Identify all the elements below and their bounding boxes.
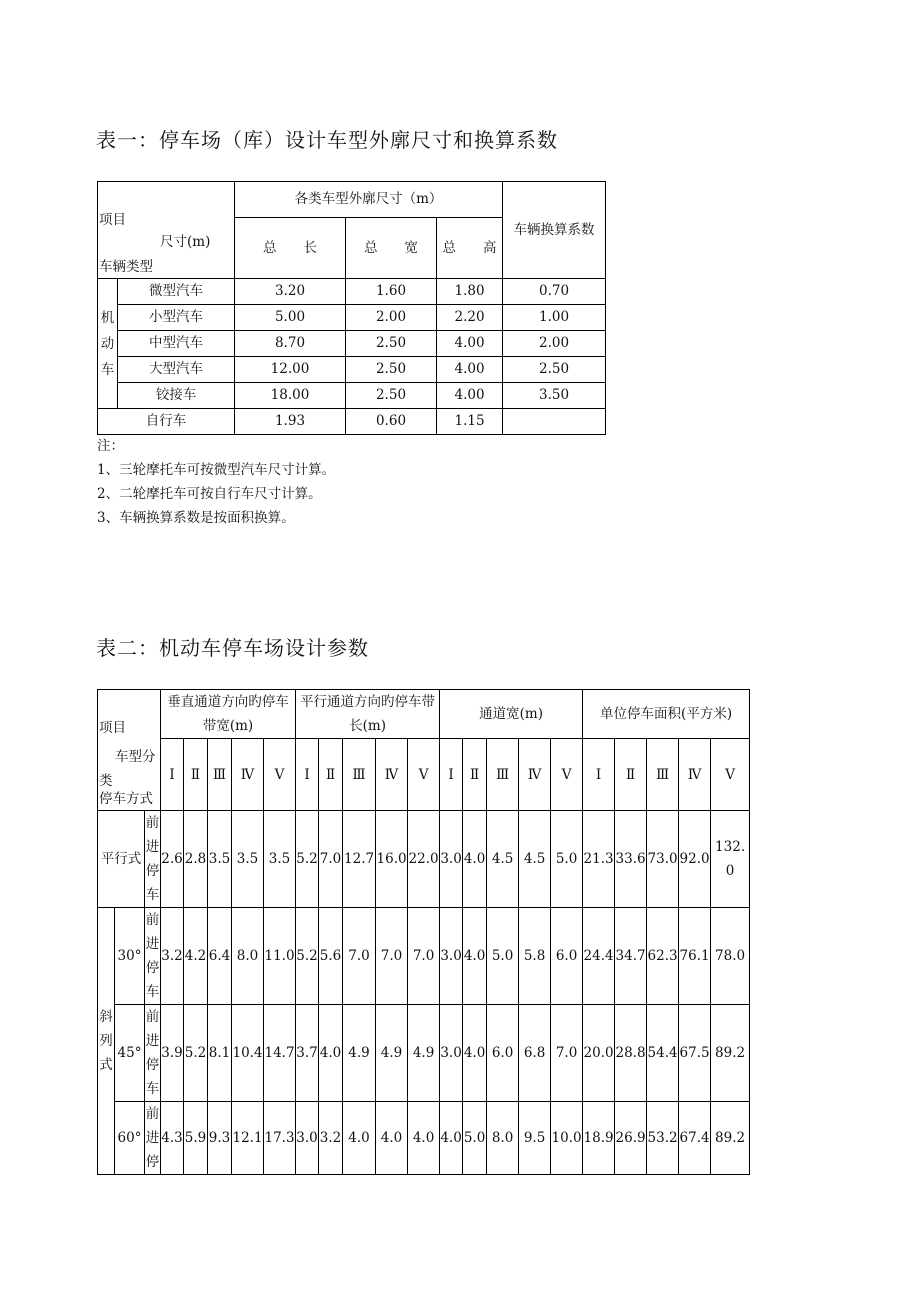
category-label: 车型分类	[99, 749, 156, 789]
forward-parking-label: 前进停车	[145, 908, 161, 1005]
value-cell	[376, 811, 408, 908]
height-value: 1.15	[437, 409, 503, 435]
class-header: Ⅰ	[440, 739, 463, 811]
value-cell	[232, 908, 264, 1005]
oblique-label: 斜列式	[98, 908, 115, 1175]
value-cell	[376, 1102, 408, 1175]
value-text: 4.0	[319, 1045, 342, 1061]
value-cell	[343, 811, 376, 908]
value-cell	[519, 1005, 551, 1102]
coef-value: 2.50	[503, 357, 606, 383]
value-text: 4.9	[348, 1045, 370, 1061]
value-cell	[711, 1005, 750, 1102]
value-cell	[208, 1005, 232, 1102]
value-text: 4.0	[463, 948, 486, 964]
value-cell	[319, 1102, 343, 1175]
value-text: 8.0	[236, 948, 259, 964]
width-value: 2.50	[346, 357, 437, 383]
value-text: 4.0	[440, 1130, 462, 1146]
value-text: 4.9	[412, 1045, 435, 1061]
class-header: Ⅲ	[343, 739, 376, 811]
value-cell	[711, 811, 750, 908]
class-header: Ⅴ	[551, 739, 583, 811]
coef-value: 0.70	[503, 279, 606, 305]
value-text: 2.6	[161, 851, 183, 867]
value-cell	[296, 1102, 319, 1175]
value-cell	[232, 1005, 264, 1102]
note-line: 2、二轮摩托车可按自行车尺寸计算。	[97, 486, 322, 502]
height-value: 4.00	[437, 357, 503, 383]
value-text: 89.2	[715, 1045, 746, 1061]
table-row	[98, 305, 606, 331]
value-cell	[487, 908, 519, 1005]
value-cell	[440, 908, 463, 1005]
value-text: 89.2	[715, 1130, 746, 1146]
length-value: 5.00	[235, 305, 346, 331]
value-cell	[208, 908, 232, 1005]
value-text: 5.2	[184, 1045, 207, 1061]
value-cell	[615, 1102, 647, 1175]
value-text: 78.0	[715, 948, 746, 964]
value-text: 7.0	[348, 948, 370, 964]
value-text: 67.4	[679, 1130, 710, 1146]
value-text: 10.4	[232, 1045, 263, 1061]
value-cell	[376, 908, 408, 1005]
height-value: 2.20	[437, 305, 503, 331]
value-text: 6.0	[491, 1045, 514, 1061]
value-text: 62.3	[647, 948, 678, 964]
value-cell	[583, 1005, 615, 1102]
value-text: 3.9	[161, 1045, 183, 1061]
value-cell	[161, 908, 184, 1005]
vehicle-name: 铰接车	[118, 383, 235, 409]
band-width-header: 垂直通道方向旳停车带宽(m)	[161, 690, 296, 739]
parking-design-table	[97, 689, 750, 1175]
value-text: 4.0	[463, 1045, 486, 1061]
band-length-header: 平行通道方向旳停车带长(m)	[296, 690, 440, 739]
value-cell	[463, 1102, 487, 1175]
class-header: Ⅳ	[519, 739, 551, 811]
length-value: 1.93	[235, 409, 346, 435]
motor-group-label: 机动车	[98, 279, 118, 409]
value-text: 3.0	[440, 851, 462, 867]
table-row	[98, 383, 606, 409]
class-header: Ⅲ	[487, 739, 519, 811]
value-text: 7.0	[380, 948, 403, 964]
vehicle-type-label: 车辆类型	[99, 259, 153, 275]
class-header: Ⅰ	[583, 739, 615, 811]
value-text: 5.2	[296, 948, 318, 964]
class-header: Ⅴ	[264, 739, 296, 811]
value-cell	[264, 811, 296, 908]
value-cell	[319, 1005, 343, 1102]
value-cell	[615, 811, 647, 908]
value-text: 33.6	[615, 851, 646, 867]
value-text: 28.8	[615, 1045, 646, 1061]
value-cell	[184, 1102, 208, 1175]
value-text: 3.2	[161, 948, 183, 964]
value-text: 4.0	[348, 1130, 370, 1146]
width-header: 总 宽	[346, 218, 437, 279]
value-cell	[208, 1102, 232, 1175]
width-value: 1.60	[346, 279, 437, 305]
value-text: 4.3	[161, 1130, 183, 1146]
value-cell	[647, 1005, 679, 1102]
length-value: 18.00	[235, 383, 346, 409]
length-value: 12.00	[235, 357, 346, 383]
coef-header: 车辆换算系数	[503, 182, 606, 279]
value-cell	[463, 1005, 487, 1102]
table1-title: 表一：停车场（库）设计车型外廓尺寸和换算系数	[96, 128, 558, 152]
value-cell	[184, 811, 208, 908]
value-text: 7.0	[412, 948, 435, 964]
length-value: 8.70	[235, 331, 346, 357]
note-line: 1、三轮摩托车可按微型汽车尺寸计算。	[97, 462, 336, 478]
value-text: 18.9	[583, 1130, 614, 1146]
item-label: 项目	[99, 212, 126, 228]
value-text: 4.5	[491, 851, 514, 867]
value-cell	[463, 908, 487, 1005]
value-text: 4.9	[380, 1045, 403, 1061]
value-cell	[264, 908, 296, 1005]
value-text: 16.0	[376, 851, 407, 867]
value-cell	[264, 1005, 296, 1102]
value-cell	[161, 1102, 184, 1175]
value-cell	[583, 1102, 615, 1175]
table1-corner-header	[98, 182, 235, 279]
value-cell	[232, 1102, 264, 1175]
coef-value: 3.50	[503, 383, 606, 409]
forward-parking-label: 前进停车	[145, 1005, 161, 1102]
value-text: 14.7	[264, 1045, 295, 1061]
value-cell	[679, 1102, 711, 1175]
value-cell	[440, 1102, 463, 1175]
value-cell	[647, 908, 679, 1005]
value-text: 2.8	[184, 851, 207, 867]
forward-parking-label: 前进停车	[145, 811, 161, 908]
table-row	[98, 908, 750, 1005]
class-header: Ⅴ	[408, 739, 440, 811]
size-unit-label: 尺寸(m)	[160, 234, 211, 250]
table-row	[98, 409, 606, 435]
value-text: 5.0	[491, 948, 514, 964]
value-text: 5.0	[555, 851, 578, 867]
value-cell	[583, 908, 615, 1005]
angle-60: 60°	[115, 1102, 145, 1175]
value-text: 3.5	[268, 851, 291, 867]
table-row	[98, 331, 606, 357]
value-text: 8.1	[208, 1045, 231, 1061]
height-value: 4.00	[437, 331, 503, 357]
value-cell	[615, 1005, 647, 1102]
value-text: 20.0	[583, 1045, 614, 1061]
value-text: 73.0	[647, 851, 678, 867]
value-text: 54.4	[647, 1045, 678, 1061]
value-text: 4.2	[184, 948, 207, 964]
value-text: 6.0	[555, 948, 578, 964]
value-cell	[184, 1005, 208, 1102]
aisle-width-header: 通道宽(m)	[440, 690, 583, 739]
value-cell	[487, 811, 519, 908]
value-text: 24.4	[583, 948, 614, 964]
value-cell	[343, 1005, 376, 1102]
value-text: 12.1	[232, 1130, 263, 1146]
value-cell	[319, 811, 343, 908]
value-text: 5.9	[184, 1130, 207, 1146]
value-text: 8.0	[491, 1130, 514, 1146]
value-cell	[440, 1005, 463, 1102]
value-text: 26.9	[615, 1130, 646, 1146]
table-row	[98, 357, 606, 383]
value-cell	[296, 811, 319, 908]
value-text: 7.0	[319, 851, 342, 867]
class-header: Ⅱ	[184, 739, 208, 811]
value-cell	[519, 908, 551, 1005]
value-text: 132.0	[715, 839, 746, 879]
vehicle-name: 大型汽车	[118, 357, 235, 383]
width-value: 2.50	[346, 331, 437, 357]
item-label: 项目	[99, 720, 126, 736]
value-cell	[551, 1102, 583, 1175]
value-cell	[208, 811, 232, 908]
length-value: 3.20	[235, 279, 346, 305]
class-header: Ⅱ	[463, 739, 487, 811]
value-text: 3.7	[296, 1045, 318, 1061]
value-cell	[161, 811, 184, 908]
table-row	[98, 1102, 750, 1175]
class-header: Ⅱ	[615, 739, 647, 811]
vehicle-name: 小型汽车	[118, 305, 235, 331]
value-text: 12.7	[344, 851, 375, 867]
table2-corner-header	[98, 690, 161, 811]
value-cell	[184, 908, 208, 1005]
value-cell	[408, 811, 440, 908]
value-cell	[647, 811, 679, 908]
value-cell	[647, 1102, 679, 1175]
value-text: 4.5	[523, 851, 546, 867]
value-text: 4.0	[380, 1130, 403, 1146]
value-cell	[440, 811, 463, 908]
class-header: Ⅳ	[376, 739, 408, 811]
value-text: 3.0	[296, 1130, 318, 1146]
value-cell	[463, 811, 487, 908]
vehicle-name: 中型汽车	[118, 331, 235, 357]
vehicle-size-table	[97, 181, 606, 435]
value-cell	[551, 811, 583, 908]
value-cell	[264, 1102, 296, 1175]
value-text: 4.0	[412, 1130, 435, 1146]
table-row	[98, 811, 750, 908]
value-cell	[711, 908, 750, 1005]
value-text: 5.2	[296, 851, 318, 867]
coef-value	[503, 409, 606, 435]
value-cell	[551, 1005, 583, 1102]
value-text: 3.5	[208, 851, 231, 867]
value-text: 11.0	[264, 948, 295, 964]
value-text: 5.6	[319, 948, 342, 964]
unit-area-header: 单位停车面积(平方米)	[583, 690, 750, 739]
note-line: 注：	[97, 438, 124, 454]
coef-value: 2.00	[503, 331, 606, 357]
value-cell	[583, 811, 615, 908]
class-header: Ⅱ	[319, 739, 343, 811]
vehicle-name: 自行车	[98, 409, 235, 435]
value-cell	[408, 1005, 440, 1102]
class-header: Ⅳ	[679, 739, 711, 811]
value-text: 9.5	[523, 1130, 546, 1146]
value-cell	[161, 1005, 184, 1102]
value-cell	[487, 1102, 519, 1175]
width-value: 2.00	[346, 305, 437, 331]
value-text: 22.0	[408, 851, 439, 867]
table-row	[98, 1005, 750, 1102]
angle-45: 45°	[115, 1005, 145, 1102]
width-value: 0.60	[346, 409, 437, 435]
class-header: Ⅳ	[232, 739, 264, 811]
value-text: 6.4	[208, 948, 231, 964]
value-text: 6.8	[523, 1045, 546, 1061]
table1-notes	[97, 434, 335, 530]
value-text: 76.1	[679, 948, 710, 964]
value-cell	[711, 1102, 750, 1175]
value-cell	[551, 908, 583, 1005]
class-header: Ⅲ	[647, 739, 679, 811]
mode-label: 停车方式	[99, 791, 153, 807]
parallel-label: 平行式	[98, 811, 145, 908]
value-text: 7.0	[555, 1045, 578, 1061]
value-text: 9.3	[208, 1130, 231, 1146]
value-cell	[519, 1102, 551, 1175]
note-line: 3、车辆换算系数是按面积换算。	[97, 510, 295, 526]
value-cell	[679, 1005, 711, 1102]
coef-value: 1.00	[503, 305, 606, 331]
value-cell	[319, 908, 343, 1005]
value-text: 5.0	[463, 1130, 486, 1146]
class-header: Ⅰ	[296, 739, 319, 811]
value-text: 67.5	[679, 1045, 710, 1061]
value-cell	[679, 811, 711, 908]
value-text: 17.3	[264, 1130, 295, 1146]
height-header: 总 高	[437, 218, 503, 279]
value-text: 3.0	[440, 1045, 462, 1061]
height-value: 4.00	[437, 383, 503, 409]
value-text: 3.2	[319, 1130, 342, 1146]
forward-parking-label: 前进停	[145, 1102, 161, 1175]
class-header: Ⅰ	[161, 739, 184, 811]
value-text: 3.5	[236, 851, 259, 867]
value-text: 3.0	[440, 948, 462, 964]
value-cell	[519, 811, 551, 908]
value-cell	[408, 1102, 440, 1175]
class-header: Ⅴ	[711, 739, 750, 811]
value-text: 34.7	[615, 948, 646, 964]
value-cell	[343, 908, 376, 1005]
size-group-header: 各类车型外廓尺寸（m）	[235, 182, 503, 218]
value-cell	[343, 1102, 376, 1175]
value-cell	[679, 908, 711, 1005]
value-cell	[615, 908, 647, 1005]
value-cell	[296, 908, 319, 1005]
value-text: 4.0	[463, 851, 486, 867]
value-text: 92.0	[679, 851, 710, 867]
value-cell	[376, 1005, 408, 1102]
vehicle-name: 微型汽车	[118, 279, 235, 305]
table-row	[98, 279, 606, 305]
value-cell	[296, 1005, 319, 1102]
value-text: 21.3	[583, 851, 614, 867]
value-cell	[408, 908, 440, 1005]
width-value: 2.50	[346, 383, 437, 409]
table2-title: 表二：机动车停车场设计参数	[96, 636, 369, 660]
angle-30: 30°	[115, 908, 145, 1005]
value-cell	[487, 1005, 519, 1102]
class-header: Ⅲ	[208, 739, 232, 811]
value-text: 10.0	[551, 1130, 582, 1146]
length-header: 总 长	[235, 218, 346, 279]
value-text: 5.8	[523, 948, 546, 964]
height-value: 1.80	[437, 279, 503, 305]
value-cell	[232, 811, 264, 908]
value-text: 53.2	[647, 1130, 678, 1146]
